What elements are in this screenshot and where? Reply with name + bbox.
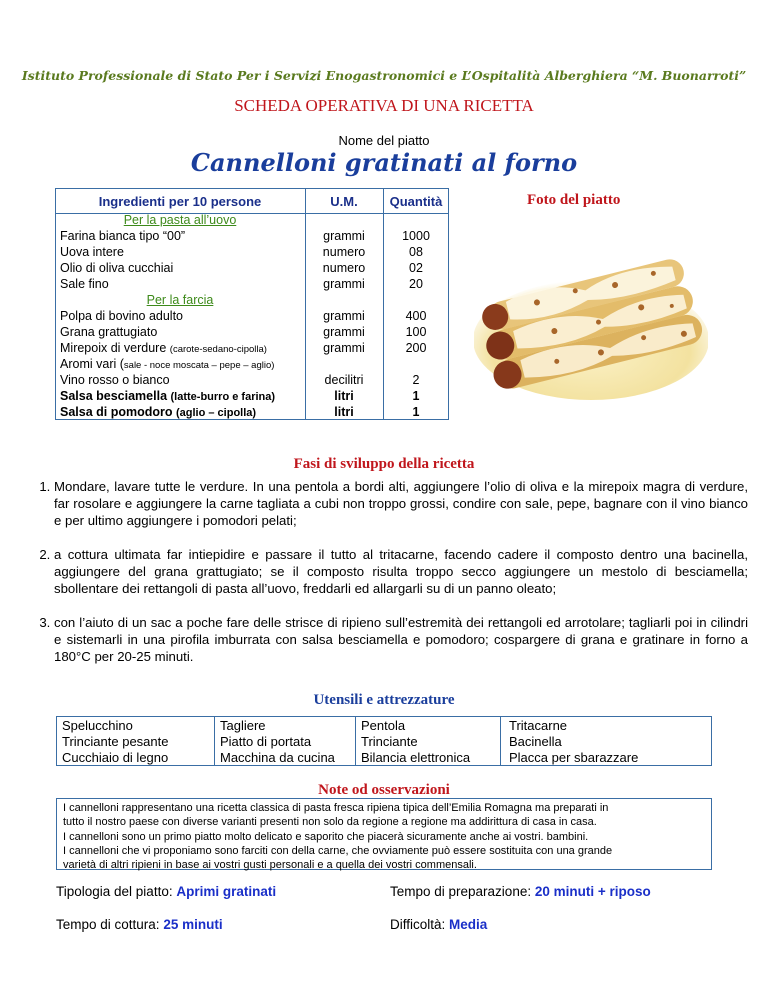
ingredient-name: Farina bianca tipo “00”: [60, 229, 186, 243]
ingredient-um: litri: [334, 405, 354, 419]
ingredient-um: litri: [334, 389, 354, 403]
step-item: 1. Mondare, lavare tutte le verdure. In una pentola a bordi alti, aggiungere l’olio di oliva e la mirepoix magra di verdure, far rosolare e aggiungere la carne tagliata a cubi non troppo grossi, condire con sale, pepe, bagnare con il vino bianco e per ultimo aggiungere i pomodori pelati;: [54, 478, 748, 529]
dish-name: Cannelloni gratinati al forno: [190, 148, 578, 177]
tool-item: Piatto di portata: [220, 734, 312, 749]
ingredient-um: grammi: [323, 341, 365, 355]
section-farcia: Per la farcia: [146, 293, 214, 307]
ingredient-name: Salsa di pomodoro (aglio – cipolla): [60, 405, 257, 419]
school-name: Istituto Professionale di Stato Per i Servizi Enogastronomici e L’Ospitalità Alberghiera “M. Buonarroti”: [21, 68, 747, 83]
ingredient-name: Mirepoix di verdure (carote-sedano-cipolla): [60, 341, 267, 355]
ingredient-name: Vino rosso o bianco: [60, 373, 170, 387]
ingredient-name: Aromi vari (sale - noce moscata – pepe – aglio): [60, 357, 275, 371]
note-line: I cannelloni rappresentano una ricetta classica di pasta fresca ripiena tipica dell’Emilia Romagna ma preparati in: [63, 802, 609, 814]
tool-item: Cucchiaio di legno: [62, 750, 169, 765]
ingredient-name: Salsa besciamella (latte-burro e farina): [60, 389, 276, 403]
ingredient-um: grammi: [323, 277, 365, 291]
ingredient-qty: 1000: [402, 229, 430, 243]
ingredient-qty: 2: [412, 373, 420, 387]
quantity-header: Quantità: [389, 194, 443, 209]
difficulty: Difficoltà: Media: [390, 917, 488, 932]
ingredient-qty: 08: [409, 245, 423, 259]
dish-name-label: Nome del piatto: [338, 133, 430, 148]
prep-time: Tempo di preparazione: 20 minuti + riposo: [390, 884, 651, 899]
steps-title: Fasi di sviluppo della ricetta: [293, 456, 475, 472]
tool-item: Macchina da cucina: [220, 750, 335, 765]
ingredient-um: numero: [322, 261, 366, 275]
tool-item: Pentola: [361, 718, 406, 733]
notes-title: Note od osservazioni: [318, 782, 450, 798]
note-line: I cannelloni che vi proponiamo sono farciti con della carne, che ovviamente può essere sostituita con una grande: [63, 844, 613, 857]
tool-item: Tritacarne: [509, 718, 568, 733]
tool-item: Bilancia elettronica: [361, 750, 471, 765]
photo-title: Foto del piatto: [527, 192, 621, 208]
tools-title: Utensili e attrezzature: [313, 692, 455, 708]
tool-item: Trinciante pesante: [62, 734, 169, 749]
um-header: U.M.: [330, 194, 358, 209]
step-item: 2. a cottura ultimata far intiepidire e passare il tutto al tritacarne, facendo cadere il composto dentro una bacinella, aggiungere del grana grattugiato; se il composto risulta troppo secco aggiungere un mestolo di besciamella; sbollentare dei rettangoli di pasta all’uovo, freddarli ed allargarli su di un panno oleato;: [54, 546, 748, 597]
ingredient-um: grammi: [323, 229, 365, 243]
ingredient-um: grammi: [323, 325, 365, 339]
cooking-time: Tempo di cottura: 25 minuti: [56, 917, 223, 932]
notes-box: [56, 798, 712, 870]
tool-item: Tagliere: [220, 718, 266, 733]
dish-type: Tipologia del piatto: Aprimi gratinati: [56, 884, 277, 899]
ingredient-qty: 100: [405, 325, 427, 339]
ingredient-qty: 1: [412, 389, 420, 403]
dish-photo: [474, 230, 708, 420]
ingredients-header: Ingredienti per 10 persone: [98, 194, 262, 209]
ingredient-name: Polpa di bovino adulto: [60, 309, 184, 323]
step-item: 3. con l’aiuto di un sac a poche fare delle strisce di ripieno sull’estremità dei rettangoli ed arrotolare; tagliarli poi in cilindri e sistemarli in una pirofila imburrata con salsa besciamella e pomodoro; cospargere di grana e gratinare in forno a 180°C per 20-25 minuti.: [54, 614, 748, 665]
tool-item: Spelucchino: [62, 718, 133, 733]
ingredient-name: Olio di oliva cucchiai: [60, 261, 174, 275]
ingredient-um: decilitri: [324, 373, 364, 387]
section-pasta: Per la pasta all’uovo: [123, 213, 237, 227]
ingredient-name: Uova intere: [60, 245, 124, 259]
ingredient-qty: 200: [405, 341, 427, 355]
ingredient-name: Sale fino: [60, 277, 109, 291]
ingredient-um: numero: [322, 245, 366, 259]
ingredient-qty: 20: [409, 277, 423, 291]
ingredient-qty: 400: [405, 309, 427, 323]
note-line: varietà di altri ripieni in base ai vostri gusti personali e a quella dei vostri commensali.: [63, 859, 477, 872]
ingredient-qty: 02: [409, 261, 423, 275]
document-title: SCHEDA OPERATIVA DI UNA RICETTA: [234, 96, 534, 115]
tool-item: Placca per sbarazzare: [509, 750, 639, 765]
steps-list: [28, 478, 748, 682]
ingredient-name: Grana grattugiato: [60, 325, 158, 339]
note-line: I cannelloni sono un primo piatto molto delicato e saporito che piacerà sicuramente anche ai vostri. bambini.: [63, 830, 589, 843]
ingredient-um: grammi: [323, 309, 365, 323]
note-line: tutto il nostro paese con diverse varianti presenti non solo da regione a regione ma addirittura di casa in casa.: [63, 816, 597, 829]
tool-item: Bacinella: [509, 734, 562, 749]
tool-item: Trinciante: [361, 734, 418, 749]
ingredient-qty: 1: [412, 405, 420, 419]
